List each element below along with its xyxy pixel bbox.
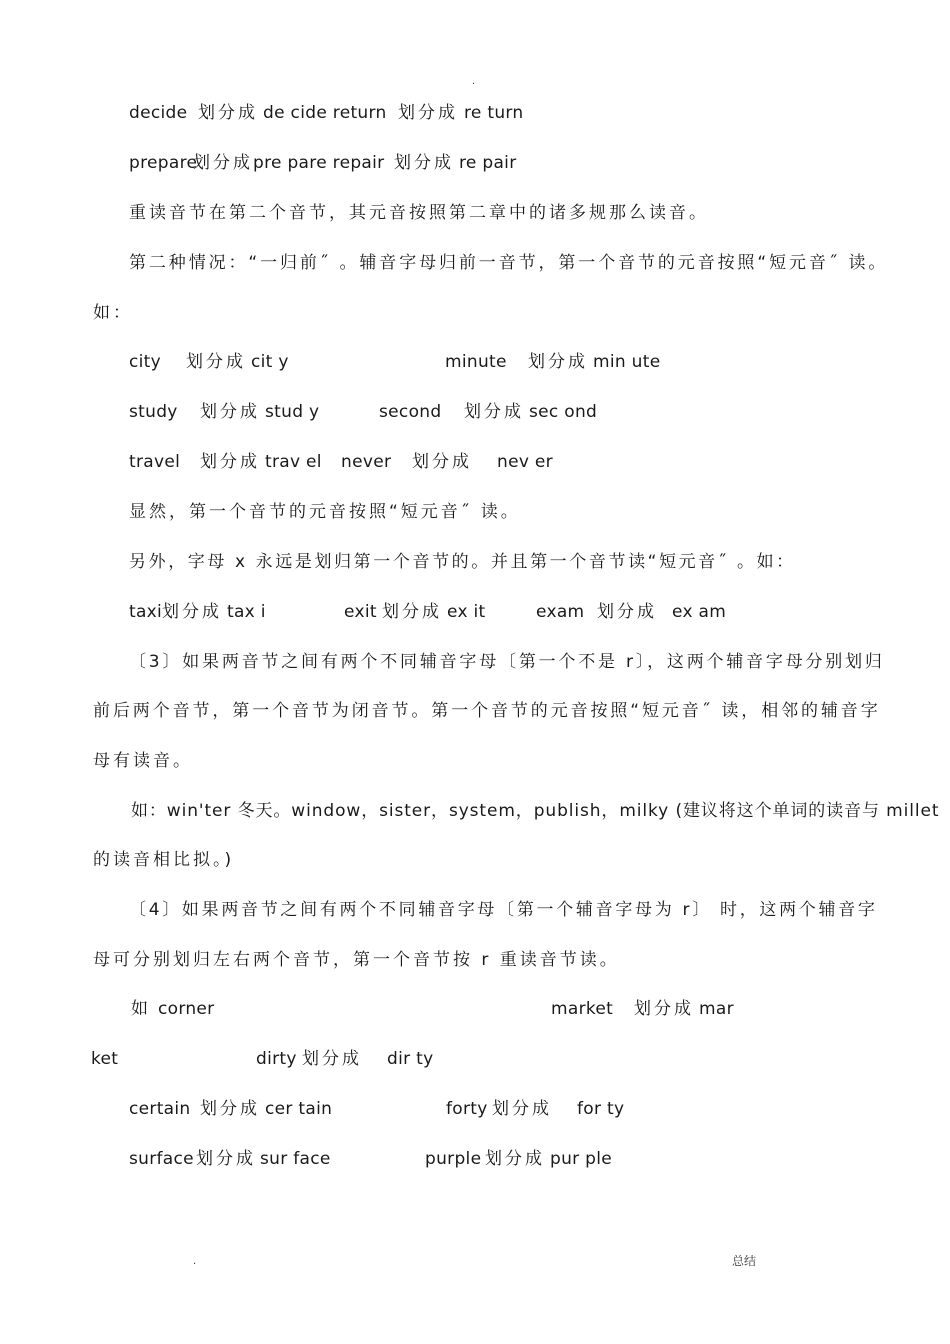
- header-dot: .: [472, 76, 476, 87]
- split-label: 划分成: [200, 452, 260, 472]
- split-label: 划分成: [394, 153, 454, 173]
- split-label: 划分成: [485, 1149, 545, 1169]
- paragraph-line: 重读音节在第二个音节，其元音按照第二章中的诸多规那么读音。: [129, 203, 709, 223]
- word-exam: exam: [536, 602, 585, 622]
- split-label: 划分成: [193, 153, 253, 173]
- split-label: 划分成: [382, 602, 442, 622]
- split-label: 划分成: [492, 1099, 552, 1119]
- split-result: trav el: [265, 452, 322, 472]
- split-result: re pair: [459, 153, 517, 173]
- split-result: min ute: [593, 352, 661, 372]
- split-label: 划分成: [198, 103, 258, 123]
- split-result: nev er: [497, 452, 553, 472]
- paragraph-line: 〔3〕如果两音节之间有两个不同辅音字母〔第一个不是 r〕，这两个辅音字母分别划归: [129, 652, 885, 672]
- split-label: 划分成: [412, 452, 472, 472]
- split-label: 划分成: [398, 103, 458, 123]
- split-label: 划分成: [634, 999, 694, 1019]
- split-result: ex am: [672, 602, 727, 622]
- example-prefix: 如: [131, 999, 151, 1019]
- split-result: pur ple: [550, 1149, 613, 1169]
- word-travel: travel: [129, 452, 181, 472]
- split-result: sec ond: [529, 402, 598, 422]
- split-result: tax i: [227, 602, 266, 622]
- split-result: pre pare repair: [253, 153, 385, 173]
- word-city: city: [129, 352, 161, 372]
- word-decide: decide: [129, 103, 188, 123]
- split-result: mar: [699, 999, 734, 1019]
- split-result: re turn: [464, 103, 524, 123]
- word-dirty: dirty: [256, 1049, 297, 1069]
- split-label: 划分成: [186, 352, 246, 372]
- split-result: ex it: [447, 602, 486, 622]
- split-result: stud y: [265, 402, 320, 422]
- paragraph-line: 第二种情况：“一归前˝ 。辅音字母归前一音节，第一个音节的元音按照“短元音˝ 读。: [129, 253, 889, 273]
- split-label: 划分成: [528, 352, 588, 372]
- word-purple: purple: [425, 1149, 482, 1169]
- word-exit: exit: [344, 602, 377, 622]
- word-taxi: taxi: [129, 602, 163, 622]
- split-label: 划分成: [200, 402, 260, 422]
- split-label: 划分成: [196, 1149, 256, 1169]
- word-study: study: [129, 402, 178, 422]
- paragraph-line: 的读音相比拟。): [93, 850, 235, 870]
- split-result: cer tain: [265, 1099, 333, 1119]
- footer-label: 总结: [732, 1254, 757, 1268]
- word-certain: certain: [129, 1099, 191, 1119]
- paragraph-line: 另外，字母 x 永远是划归第一个音节的。并且第一个音节读“短元音˝ 。如：: [129, 552, 796, 572]
- split-result: de cide return: [263, 103, 387, 123]
- paragraph-line: 母可分别划归左右两个音节，第一个音节按 r 重读音节读。: [93, 950, 620, 970]
- paragraph-line: 如：: [93, 303, 133, 323]
- paragraph-line: 前后两个音节，第一个音节为闭音节。第一个音节的元音按照“短元音˝ 读，相邻的辅音字: [93, 701, 881, 721]
- word-corner: corner: [158, 999, 215, 1019]
- split-result: cit y: [251, 352, 289, 372]
- split-result: ket: [91, 1049, 119, 1069]
- paragraph-line: 母有读音。: [93, 751, 193, 771]
- word-minute: minute: [445, 352, 507, 372]
- word-second: second: [379, 402, 442, 422]
- word-forty: forty: [446, 1099, 488, 1119]
- split-result: for ty: [577, 1099, 625, 1119]
- split-label: 划分成: [162, 602, 222, 622]
- split-result: sur face: [260, 1149, 331, 1169]
- word-surface: surface: [129, 1149, 194, 1169]
- split-label: 划分成: [597, 602, 657, 622]
- word-prepare: prepare: [129, 153, 198, 173]
- footer-dot: .: [193, 1256, 197, 1267]
- split-result: dir ty: [387, 1049, 434, 1069]
- word-never: never: [341, 452, 392, 472]
- split-label: 划分成: [200, 1099, 260, 1119]
- split-label: 划分成: [302, 1049, 362, 1069]
- paragraph-line: 如：win'ter 冬天。window，sister，system，publish，milky (建议将这个单词的读音与 millet: [131, 801, 940, 821]
- paragraph-line: 〔4〕如果两音节之间有两个不同辅音字母〔第一个辅音字母为 r〕 时，这两个辅音字: [129, 900, 878, 920]
- paragraph-line: 显然，第一个音节的元音按照“短元音˝ 读。: [129, 502, 521, 522]
- split-label: 划分成: [464, 402, 524, 422]
- word-market: market: [551, 999, 614, 1019]
